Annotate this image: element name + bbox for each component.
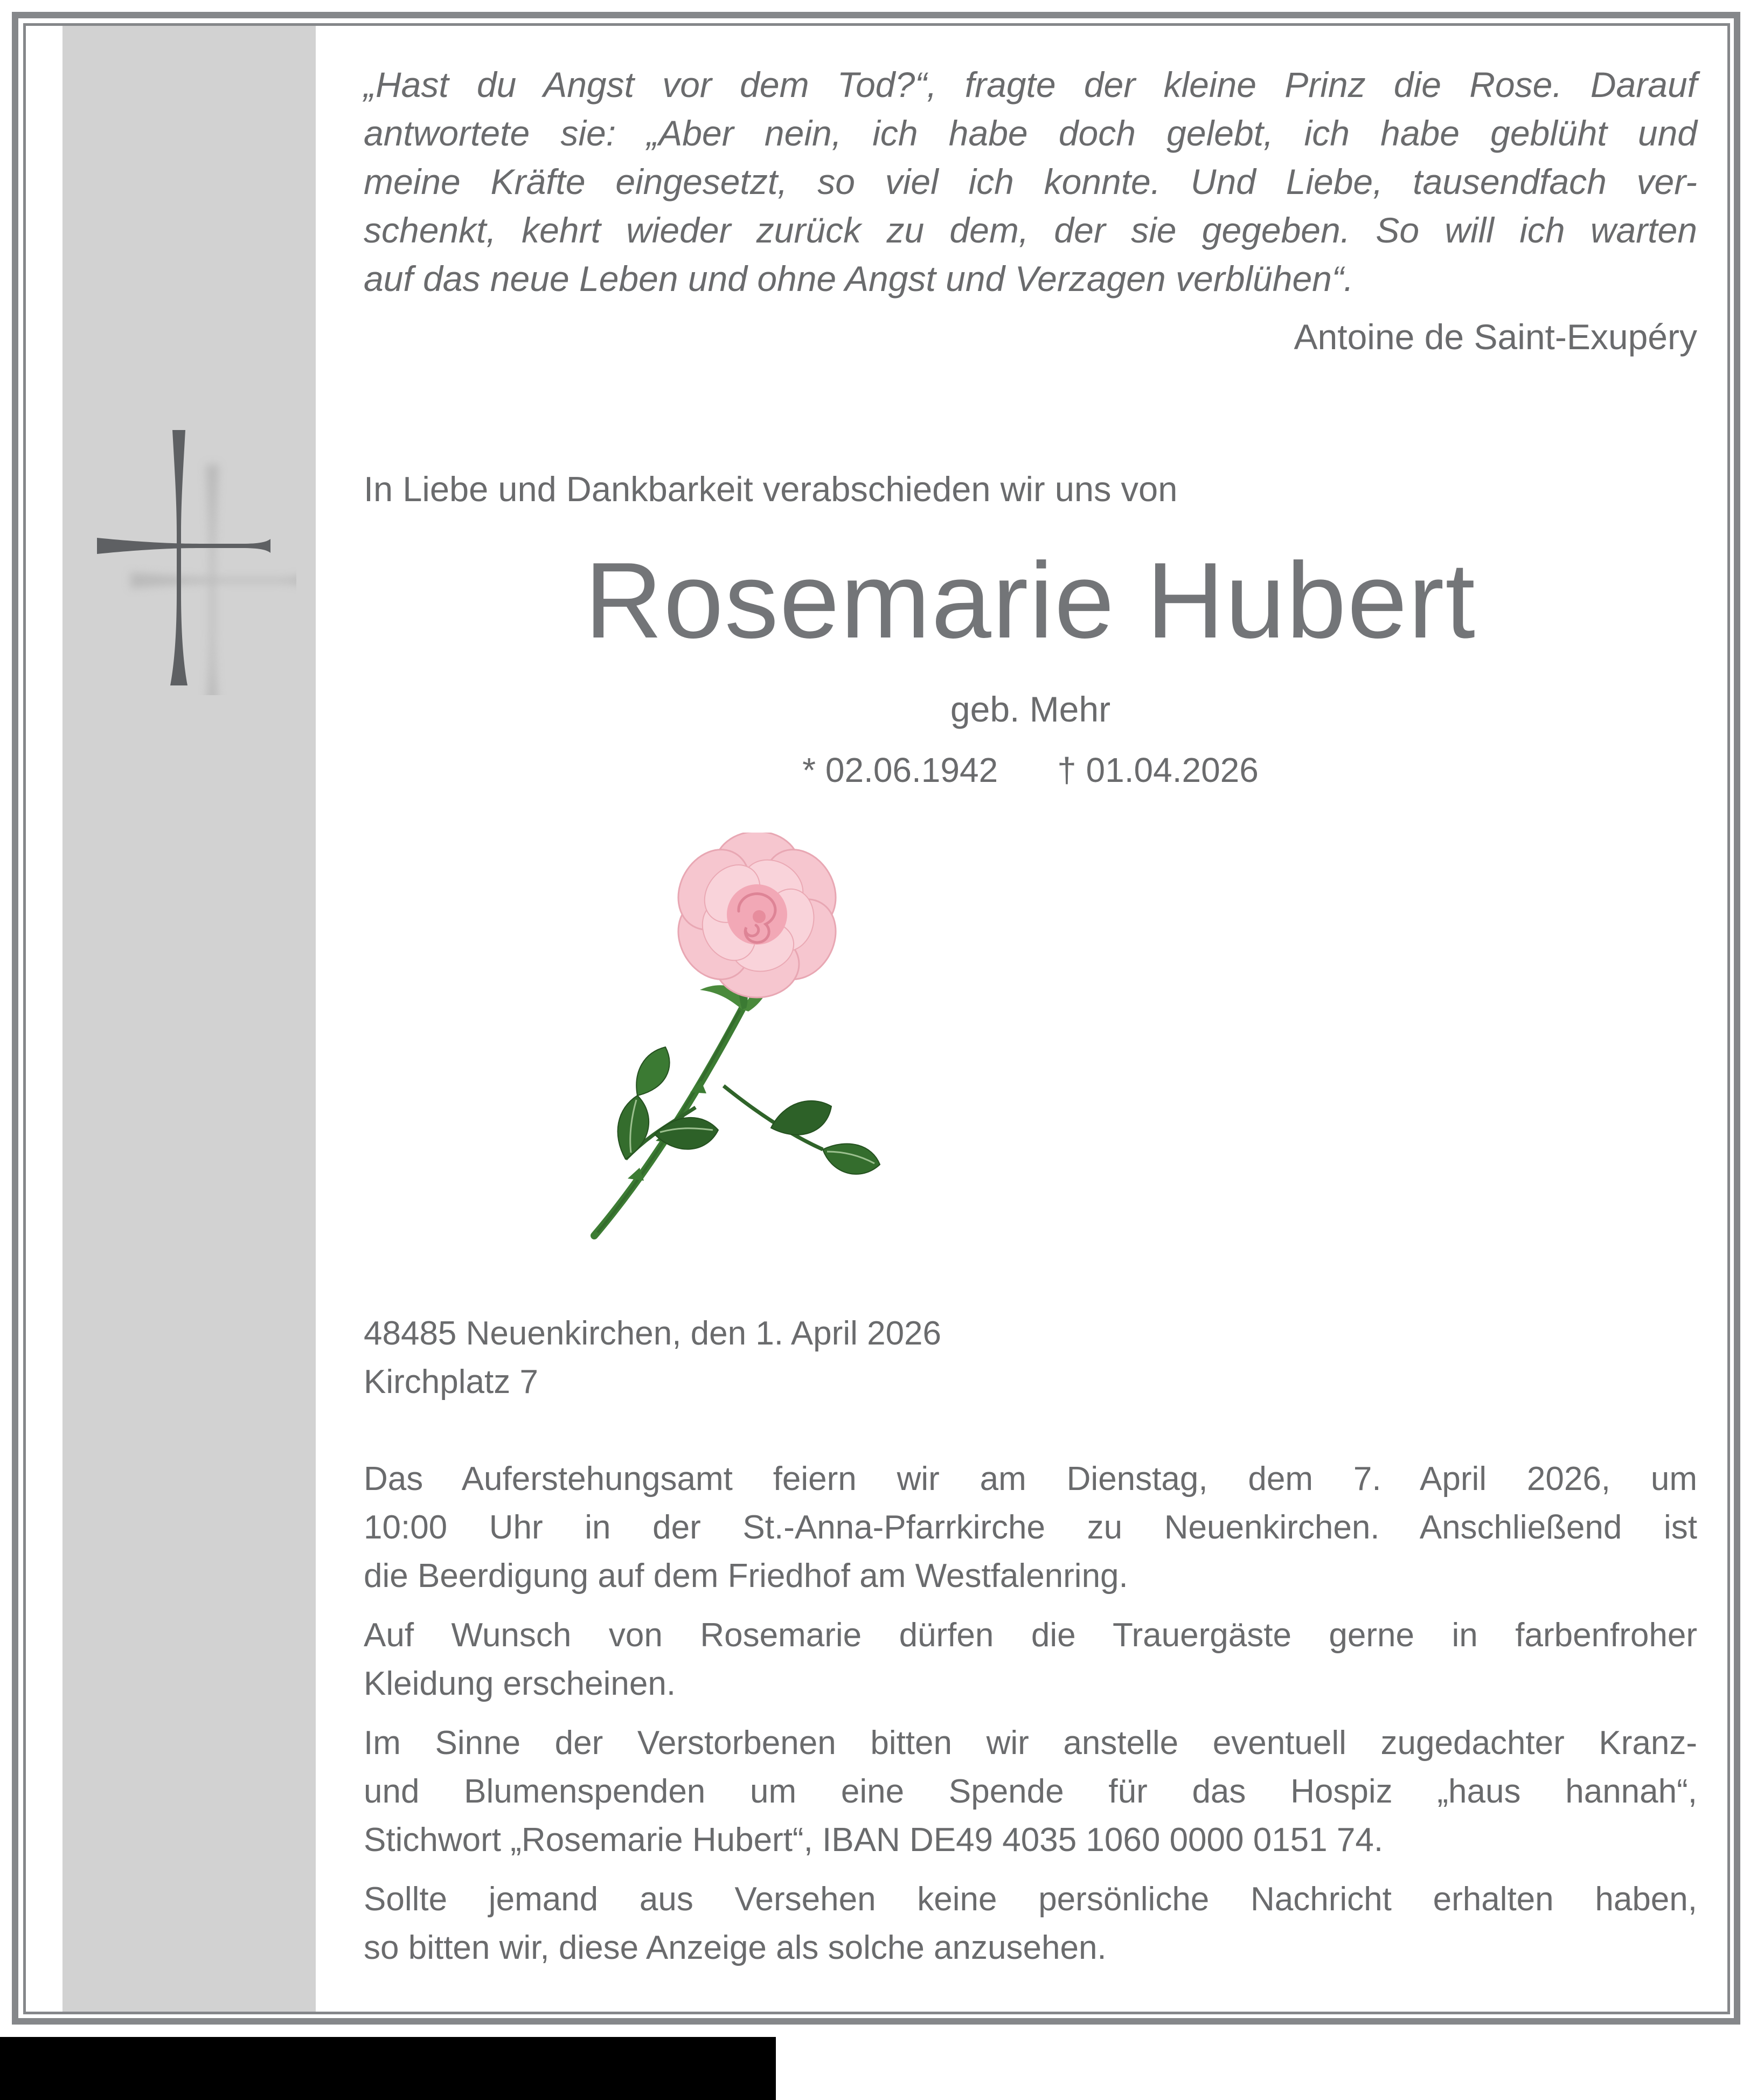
paragraph-service xyxy=(364,1455,1697,1600)
paragraph-line: so bitten wir, diese Anzeige als solche anzusehen. xyxy=(364,1929,1107,1966)
quote-line: „Hast du Angst vor dem Tod?“, fragte der kleine Prinz die Rose. Darauf xyxy=(364,65,1697,105)
dateline-street: Kirchplatz 7 xyxy=(364,1363,538,1401)
memorial-cross-icon xyxy=(81,420,296,695)
sidebar-panel xyxy=(63,26,316,2012)
paragraph-line: die Beerdigung auf dem Friedhof am Westfalenring. xyxy=(364,1557,1128,1595)
pink-rose-image xyxy=(579,833,881,1253)
quote-attribution: Antoine de Saint-Exupéry xyxy=(1294,317,1697,357)
paragraph-line: Auf Wunsch von Rosemarie dürfen die Trauergäste gerne in farbenfroher xyxy=(364,1617,1697,1654)
life-dates xyxy=(364,750,1697,790)
paragraph-line: und Blumenspenden um eine Spende für das Hospiz „haus hannah“, xyxy=(364,1773,1697,1810)
deceased-name: Rosemarie Hubert xyxy=(585,540,1476,661)
dateline-city: 48485 Neuenkirchen, den 1. April 2026 xyxy=(364,1315,942,1352)
paragraph-line: 10:00 Uhr in der St.-Anna-Pfarrkirche zu Neuenkirchen. Anschließend ist xyxy=(364,1509,1697,1546)
quote-line: auf das neue Leben und ohne Angst und Verzagen verblühen“. xyxy=(364,259,1354,299)
quote-line: schenkt, kehrt wieder zurück zu dem, der sie gegeben. So will ich warten xyxy=(364,210,1697,250)
paragraph-line: Kleidung erscheinen. xyxy=(364,1665,676,1702)
paragraph-wish xyxy=(364,1611,1697,1708)
death-date: † 01.04.2026 xyxy=(1057,751,1259,789)
dateline-block xyxy=(364,1309,941,1406)
announcement-paragraphs xyxy=(364,1455,1697,1983)
intro-line: In Liebe und Dankbarkeit verabschieden wir uns von xyxy=(364,469,1178,509)
quote-block xyxy=(364,60,1697,361)
quote-line: antwortete sie: „Aber nein, ich habe doch gelebt, ich habe geblüht und xyxy=(364,113,1697,153)
content-column xyxy=(364,0,1697,2026)
paragraph-line: Das Auferstehungsamt feiern wir am Dienstag, dem 7. April 2026, um xyxy=(364,1460,1697,1498)
paragraph-notice xyxy=(364,1875,1697,1972)
paragraph-line: Im Sinne der Verstorbenen bitten wir anstelle eventuell zugedachter Kranz- xyxy=(364,1724,1697,1762)
paragraph-line: Sollte jemand aus Versehen keine persönliche Nachricht erhalten haben, xyxy=(364,1881,1697,1918)
redaction-bar xyxy=(0,2037,776,2100)
paragraph-line: Stichwort „Rosemarie Hubert“, IBAN DE49 4035 1060 0000 0151 74. xyxy=(364,1821,1384,1859)
quote-line: meine Kräfte eingesetzt, so viel ich konnte. Und Liebe, tausendfach ver- xyxy=(364,162,1697,202)
maiden-name: geb. Mehr xyxy=(950,689,1111,729)
birth-date: * 02.06.1942 xyxy=(802,751,998,789)
paragraph-donation xyxy=(364,1719,1697,1865)
